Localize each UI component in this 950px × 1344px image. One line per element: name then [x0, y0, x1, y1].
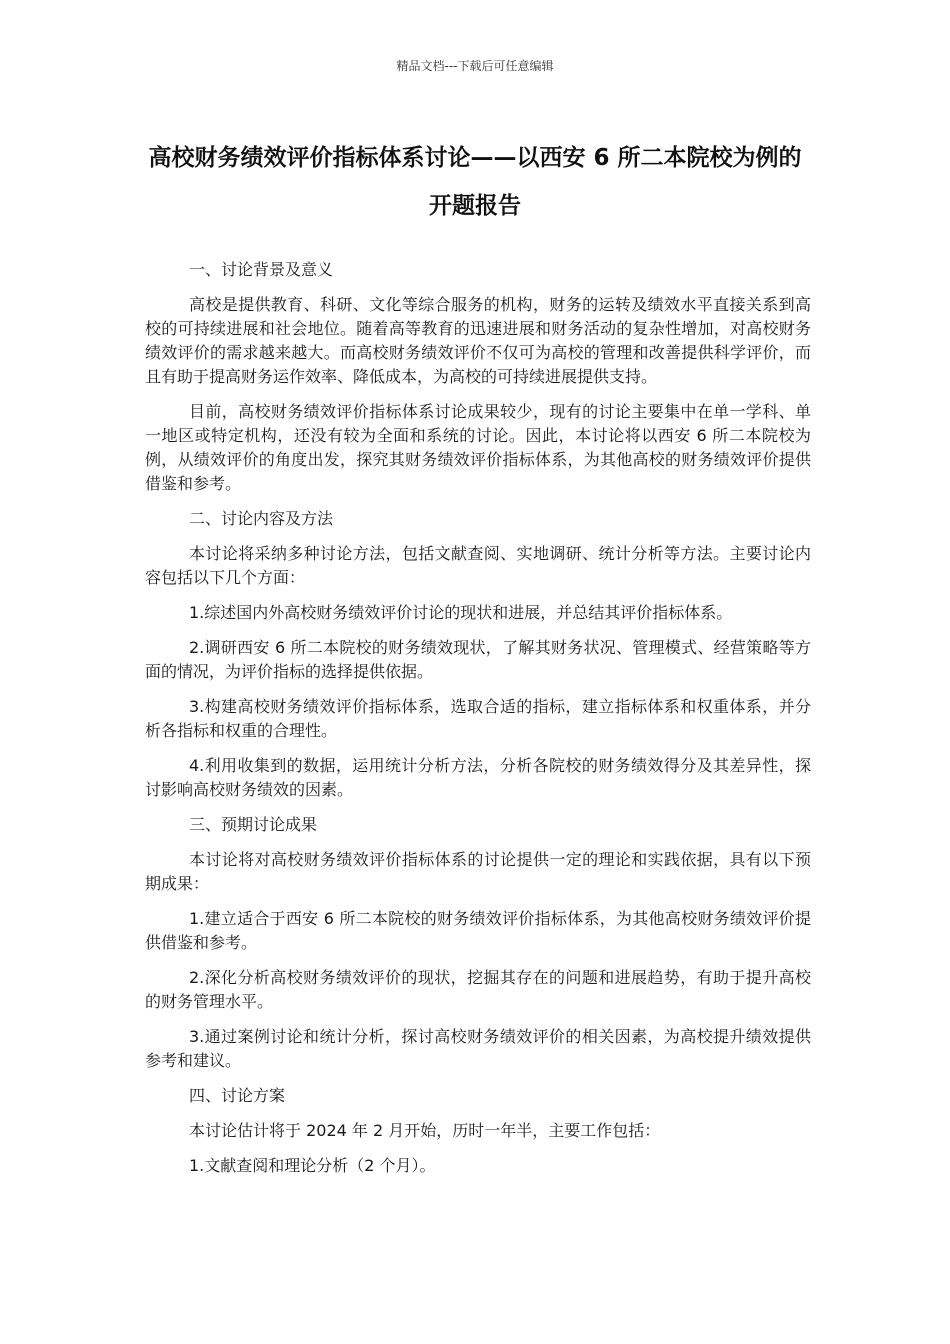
paragraph: 高校是提供教育、科研、文化等综合服务的机构，财务的运转及绩效水平直接关系到高校的可持续进展和社会地位。随着高等教育的迅速进展和财务活动的复杂性增加，对高校财务绩效评价的需求越来越大。而高校财务绩效评价不仅可为高校的管理和改善提供科学评价，而且有助于提高财务运作效率、降低成本，为高校的可持续进展提供支持。	[145, 295, 811, 386]
list-item: 1.综述国内外高校财务绩效评价讨论的现状和进展，并总结其评价指标体系。	[189, 603, 733, 622]
section-heading-expected-results: 三、预期讨论成果	[189, 815, 318, 834]
list-item: 1.建立适合于西安 6 所二本院校的财务绩效评价指标体系，为其他高校财务绩效评价提供借鉴和参考。	[145, 909, 811, 952]
list-item: 3.构建高校财务绩效评价指标体系，选取合适的指标，建立指标体系和权重体系，并分析各指标和权重的合理性。	[145, 697, 811, 740]
list-item: 4.利用收集到的数据，运用统计分析方法，分析各院校的财务绩效得分及其差异性，探讨影响高校财务绩效的因素。	[145, 756, 811, 799]
list-item: 3.通过案例讨论和统计分析，探讨高校财务绩效评价的相关因素，为高校提升绩效提供参考和建议。	[145, 1027, 811, 1070]
section-heading-content-methods: 二、讨论内容及方法	[189, 509, 334, 528]
paragraph: 本讨论估计将于 2024 年 2 月开始，历时一年半，主要工作包括：	[189, 1121, 661, 1140]
document-title: 高校财务绩效评价指标体系讨论——以西安 6 所二本院校为例的开题报告	[148, 145, 802, 219]
paragraph: 本讨论将对高校财务绩效评价指标体系的讨论提供一定的理论和实践依据，具有以下预期成果：	[145, 850, 811, 893]
list-item: 2.深化分析高校财务绩效评价的现状，挖掘其存在的问题和进展趋势，有助于提升高校的财务管理水平。	[145, 968, 811, 1011]
paragraph: 目前，高校财务绩效评价指标体系讨论成果较少，现有的讨论主要集中在单一学科、单一地区或特定机构，还没有较为全面和系统的讨论。因此，本讨论将以西安 6 所二本院校为例，从绩效评价的角度出发，探究其财务绩效评价指标体系，为其他高校的财务绩效评价提供借鉴和参考。	[145, 402, 811, 493]
list-item: 1.文献查阅和理论分析（2 个月）。	[189, 1156, 436, 1175]
section-heading-background: 一、讨论背景及意义	[189, 260, 334, 279]
page-header: 精品文档---下载后可任意编辑	[396, 59, 554, 73]
document-body	[145, 258, 811, 1189]
section-heading-plan: 四、讨论方案	[189, 1086, 286, 1105]
list-item: 2.调研西安 6 所二本院校的财务绩效现状，了解其财务状况、管理模式、经营策略等方面的情况，为评价指标的选择提供依据。	[145, 638, 811, 681]
paragraph: 本讨论将采纳多种讨论方法，包括文献查阅、实地调研、统计分析等方法。主要讨论内容包括以下几个方面：	[145, 544, 811, 587]
